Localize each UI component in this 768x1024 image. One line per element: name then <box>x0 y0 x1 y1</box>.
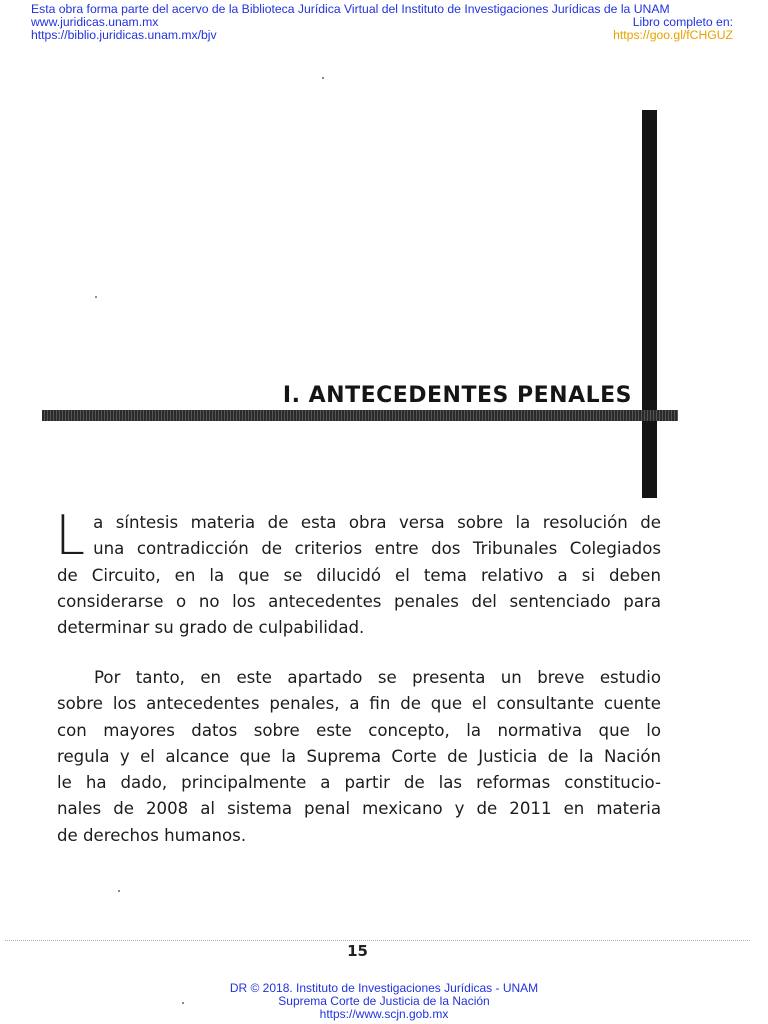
paragraph-1 <box>55 504 661 641</box>
chapter-title: I. ANTECEDENTES PENALES <box>282 383 632 408</box>
paragraph-line: de Circuito, en la que se dilucidó el tema relativo a si deben <box>57 565 661 585</box>
header-book-link[interactable]: https://goo.gl/fCHGUZ <box>613 28 733 42</box>
paragraph-line: nales de 2008 al sistema penal mexicano y de 2011 en materia <box>57 799 661 819</box>
paragraph-line: regula y el alcance que la Suprema Corte de Justicia de la Nación <box>57 746 661 766</box>
scan-speck <box>322 77 324 79</box>
header-bjv-link[interactable]: https://biblio.juridicas.unam.mx/bjv <box>31 28 217 42</box>
paragraph-line: considerarse o no los antecedentes penales del sentenciado para <box>57 591 661 611</box>
page-divider <box>5 940 750 941</box>
paragraph-line: determinar su grado de culpabilidad. <box>57 618 365 638</box>
paragraph-line: a síntesis materia de esta obra versa sobre la resolución de <box>93 513 661 532</box>
chapter-horizontal-rule <box>42 410 678 421</box>
page-number: 15 <box>347 942 368 960</box>
footer-institution: Suprema Corte de Justicia de la Nación <box>278 994 490 1008</box>
paragraph-2 <box>57 665 661 849</box>
paragraph-line: con mayores datos sobre este concepto, la normativa que lo <box>57 720 661 740</box>
paragraph-line: de derechos humanos. <box>57 825 247 845</box>
chapter-vertical-bar <box>642 110 657 498</box>
footer-link[interactable]: https://www.scjn.gob.mx <box>319 1007 449 1021</box>
footer-copyright: DR © 2018. Instituto de Investigaciones Jurídicas - UNAM <box>229 981 539 995</box>
paragraph-line: una contradicción de criterios entre dos Tribunales Colegiados <box>93 539 661 559</box>
scan-speck <box>95 296 97 298</box>
drop-cap: L <box>55 504 86 567</box>
page-header <box>0 0 768 44</box>
paragraph-line: Por tanto, en este apartado se presenta un breve estudio <box>94 668 661 687</box>
header-site-link[interactable]: www.juridicas.unam.mx <box>31 15 159 29</box>
header-notice: Esta obra forma parte del acervo de la Biblioteca Jurídica Virtual del Instituto de Investigaciones Jurídicas de la UNAM <box>31 2 670 16</box>
scan-speck <box>118 890 120 892</box>
paragraph-line: sobre los antecedentes penales, a fin de que el consultante cuente <box>57 694 661 714</box>
paragraph-line: le ha dado, principalmente a partir de las reformas constitucio- <box>57 773 661 793</box>
header-book-label: Libro completo en: <box>632 15 733 29</box>
